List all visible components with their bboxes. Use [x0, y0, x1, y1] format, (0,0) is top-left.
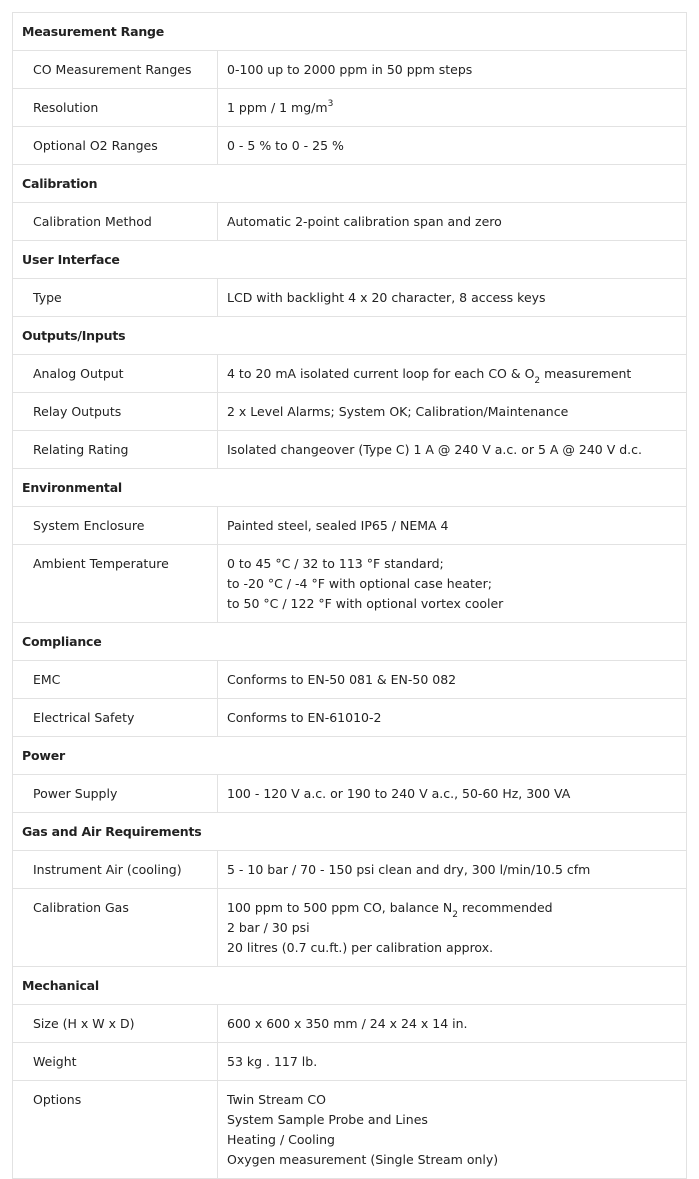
section-mechanical	[13, 967, 687, 1005]
table-row	[13, 1043, 687, 1081]
section-title: User Interface	[13, 241, 687, 279]
section-title: Environmental	[13, 469, 687, 507]
spec-label: Relay Outputs	[13, 393, 218, 431]
spec-value-text: measurement	[540, 366, 632, 381]
spec-label: Power Supply	[13, 775, 218, 813]
section-outputs-inputs	[13, 317, 687, 355]
table-row	[13, 89, 687, 127]
section-environmental	[13, 469, 687, 507]
spec-value-line: Oxygen measurement (Single Stream only)	[227, 1152, 499, 1167]
spec-label: Type	[13, 279, 218, 317]
spec-label: EMC	[13, 661, 218, 699]
spec-value: Painted steel, sealed IP65 / NEMA 4	[218, 507, 687, 545]
spec-label: Weight	[13, 1043, 218, 1081]
table-row	[13, 775, 687, 813]
spec-value-line: Heating / Cooling	[227, 1132, 335, 1147]
superscript: 3	[327, 98, 334, 109]
table-row	[13, 699, 687, 737]
spec-value: 2 x Level Alarms; System OK; Calibration/Maintenance	[218, 393, 687, 431]
spec-label: System Enclosure	[13, 507, 218, 545]
spec-label: Size (H x W x D)	[13, 1005, 218, 1043]
section-title: Outputs/Inputs	[13, 317, 687, 355]
spec-value	[218, 89, 687, 127]
spec-label: Optional O2 Ranges	[13, 127, 218, 165]
spec-value-text: 4 to 20 mA isolated current loop for each CO & O	[227, 366, 535, 381]
spec-value-line: System Sample Probe and Lines	[227, 1112, 428, 1127]
table-row	[13, 889, 687, 967]
spec-value: Isolated changeover (Type C) 1 A @ 240 V a.c. or 5 A @ 240 V d.c.	[218, 431, 687, 469]
spec-label: Resolution	[13, 89, 218, 127]
section-user-interface	[13, 241, 687, 279]
spec-value-text: recommended	[458, 900, 553, 915]
table-row	[13, 661, 687, 699]
table-row	[13, 127, 687, 165]
spec-value: Automatic 2-point calibration span and zero	[218, 203, 687, 241]
spec-value-line: Twin Stream CO	[227, 1092, 326, 1107]
section-power	[13, 737, 687, 775]
table-row	[13, 1005, 687, 1043]
spec-label: CO Measurement Ranges	[13, 51, 218, 89]
spec-value	[218, 355, 687, 393]
spec-value: 5 - 10 bar / 70 - 150 psi clean and dry, 300 l/min/10.5 cfm	[218, 851, 687, 889]
section-gas-air	[13, 813, 687, 851]
subscript: 2	[452, 909, 459, 920]
spec-value: Conforms to EN-50 081 & EN-50 082	[218, 661, 687, 699]
section-title: Calibration	[13, 165, 687, 203]
spec-label: Relating Rating	[13, 431, 218, 469]
spec-label: Instrument Air (cooling)	[13, 851, 218, 889]
spec-value-text: 1 ppm / 1 mg/m	[227, 100, 328, 115]
spec-value	[218, 545, 687, 623]
table-row	[13, 431, 687, 469]
spec-value-line: 20 litres (0.7 cu.ft.) per calibration approx.	[227, 940, 494, 955]
spec-label: Calibration Method	[13, 203, 218, 241]
section-compliance	[13, 623, 687, 661]
table-row	[13, 203, 687, 241]
table-row	[13, 393, 687, 431]
spec-table-container	[12, 12, 686, 1179]
spec-label: Options	[13, 1081, 218, 1179]
spec-value	[218, 889, 687, 967]
spec-value-line: 2 bar / 30 psi	[227, 920, 310, 935]
spec-value-line	[227, 898, 680, 918]
spec-value-line: to -20 °C / -4 °F with optional case heater;	[227, 576, 492, 591]
section-measurement-range	[13, 13, 687, 51]
section-calibration	[13, 165, 687, 203]
spec-value: 53 kg . 117 lb.	[218, 1043, 687, 1081]
specifications-table	[12, 12, 687, 1179]
section-title: Measurement Range	[13, 13, 687, 51]
spec-value: 0-100 up to 2000 ppm in 50 ppm steps	[218, 51, 687, 89]
spec-value: 600 x 600 x 350 mm / 24 x 24 x 14 in.	[218, 1005, 687, 1043]
spec-value	[218, 1081, 687, 1179]
spec-value-text: 100 ppm to 500 ppm CO, balance N	[227, 900, 453, 915]
spec-label: Calibration Gas	[13, 889, 218, 967]
table-row	[13, 1081, 687, 1179]
section-title: Gas and Air Requirements	[13, 813, 687, 851]
spec-value: 0 - 5 % to 0 - 25 %	[218, 127, 687, 165]
section-title: Compliance	[13, 623, 687, 661]
spec-label: Analog Output	[13, 355, 218, 393]
spec-value: Conforms to EN-61010-2	[218, 699, 687, 737]
table-row	[13, 279, 687, 317]
spec-label: Electrical Safety	[13, 699, 218, 737]
table-row	[13, 851, 687, 889]
table-row	[13, 545, 687, 623]
spec-value-line: 0 to 45 °C / 32 to 113 °F standard;	[227, 556, 444, 571]
table-row	[13, 507, 687, 545]
subscript: 2	[534, 375, 541, 386]
spec-label: Ambient Temperature	[13, 545, 218, 623]
table-row	[13, 51, 687, 89]
spec-value: LCD with backlight 4 x 20 character, 8 access keys	[218, 279, 687, 317]
section-title: Power	[13, 737, 687, 775]
section-title: Mechanical	[13, 967, 687, 1005]
spec-value-line: to 50 °C / 122 °F with optional vortex cooler	[227, 596, 504, 611]
spec-value: 100 - 120 V a.c. or 190 to 240 V a.c., 50-60 Hz, 300 VA	[218, 775, 687, 813]
table-row	[13, 355, 687, 393]
